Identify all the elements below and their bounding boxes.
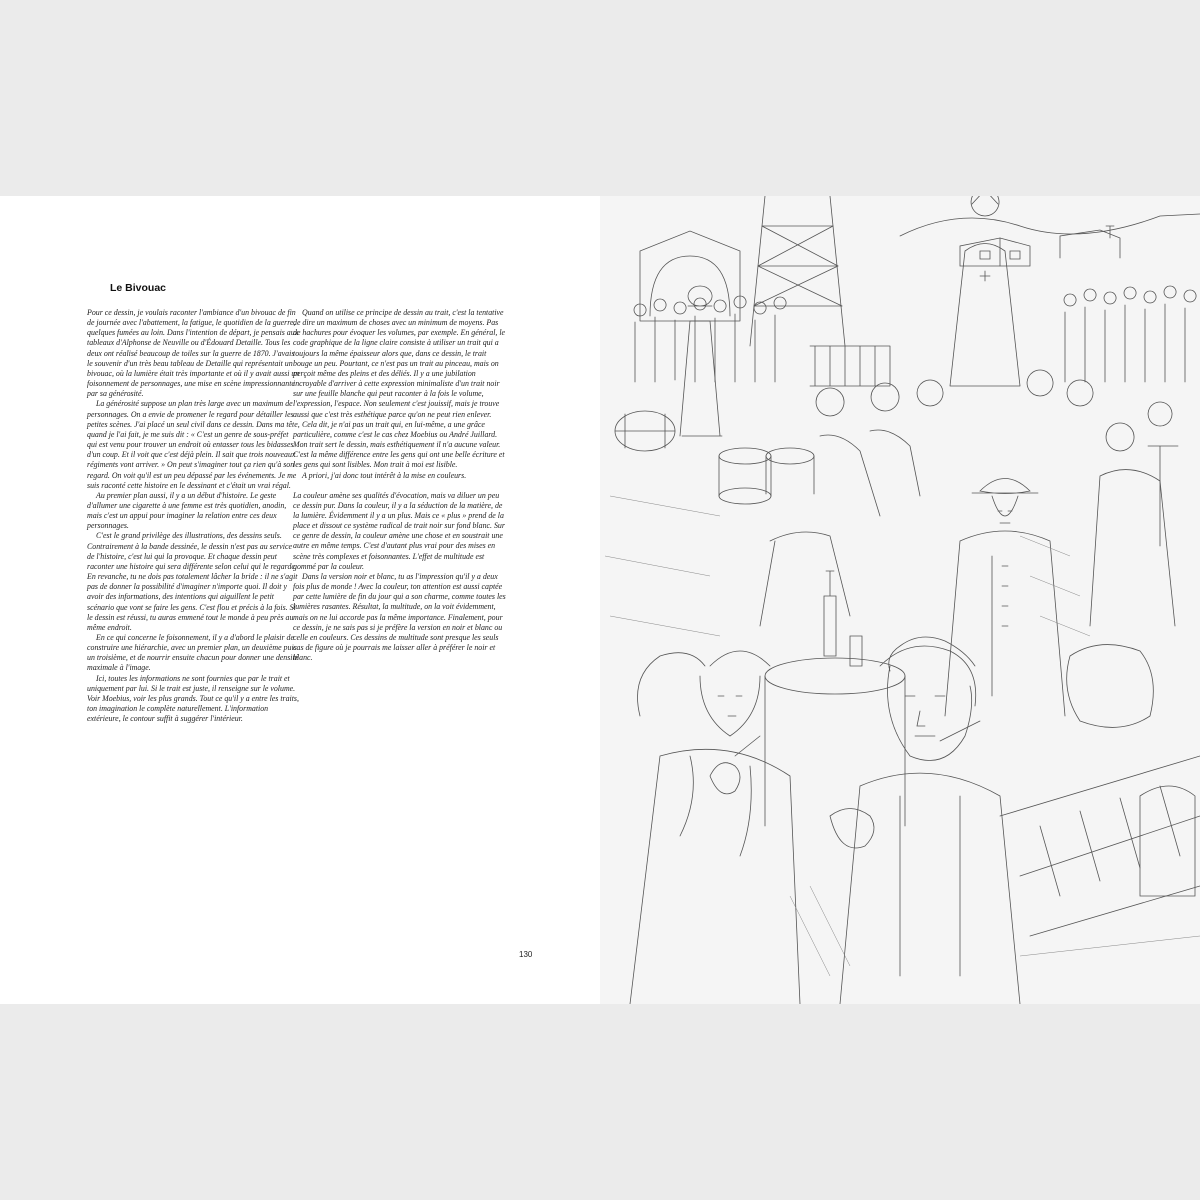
paragraph: A priori, j'ai donc tout intérêt à la mise en couleurs. <box>302 470 467 480</box>
paragraph: Ici, toutes les informations ne sont fournies que par le trait et uniquement par lui. Si le trait est juste, il renseigne sur le volume. Voir Moebius, voir les plus grands. Tout ce qu'il y a entre les traits, ton imagination le complète naturellement. L'information extérieure, le contour suffit à suggérer l'intérieur. <box>87 673 299 724</box>
bivouac-sketch <box>600 196 1200 1004</box>
paragraph: Quand on utilise ce principe de dessin au trait, c'est la tentative de dire un maximum de choses avec un minimum de moyens. Pas de hachures pour évoquer les volumes, par exemple. En général, le code graphique de la ligne claire consiste à utiliser un trait qui a toujours la même épaisseur alors que, dans ce dessin, le trait bouge un peu. Pourtant, ce n'est pas un trait au pinceau, mais on perçoit même des pleins et des déliés. Il y a une jubilation incroyable d'arriver à cette expression minimaliste d'un trait noir sur une feuille blanche qui peut raconter à la fois le volume, l'expression, l'espace. Non seulement c'est jouissif, mais je trouve aussi que c'est très esthétique parce qu'on ne peut rien enlever. <box>293 308 506 419</box>
paragraph: Dans la version noir et blanc, tu as l'impression qu'il y a deux fois plus de monde ! Avec la couleur, ton attention est aussi captée par cette lumière de fin du jour qui a son charme, comme toutes les lumières rasantes. Résultat, la multitude, on la voit évidemment, mais on ne lui accorde pas la même importance. Finalement, pour ce dessin, je ne sais pas si je préfère la version en noir et blanc ou celle en couleurs. Ces dessins de multitude sont presque les seuls cas de figure où je pourrais me laisser aller à préférer le noir et blanc. <box>293 571 506 663</box>
pencil-illustration <box>600 196 1200 1004</box>
paragraph: La couleur amène ses qualités d'évocation, mais va diluer un peu ce dessin pur. Dans la couleur, il y a la séduction de la matière, de la lumière. Évidemment il y a un plus. Mais ce « plus » prend de la place et dissout ce système radical de trait noir sur fond blanc. Sur ce genre de dessin, la couleur amène une chose et en soustrait une autre en même temps. C'est d'autant plus vrai pour des mises en scène très complexes et foisonnantes. L'effet de multitude est gommé par la couleur. <box>293 490 505 571</box>
paragraph: C'est le grand privilège des illustrations, des dessins seuls. Contrairement à la bande dessinée, le dessin n'est pas au service de l'histoire, c'est lui qui la provoque. Et chaque dessin peut raconter une histoire qui sera différente selon celui qui le regarde. En revanche, tu ne dois pas totalement lâcher la bride : il ne s'agit pas de donner la possibilité d'imaginer n'importe quoi. Il doit y avoir des informations, des intentions qui aiguillent le petit scénario que vont se faire les gens. C'est flou et précis à la fois. Si le dessin est réussi, tu auras emmené tout le monde à peu près au même endroit. <box>87 531 298 632</box>
paragraph: La générosité suppose un plan très large avec un maximum de personnages. On a envie de promener le regard pour détailler les petites scènes. J'ai placé un seul civil dans ce dessin. Dans ma tête, quand je l'ai fait, je me suis dit : « C'est un genre de sous-préfet qui est venu pour trouver un endroit où entasser tous les bidasses d'un coup. Et il voit que c'est déjà plein. Il sait que trois nouveaux régiments vont arriver. » On peut s'imaginer tout ça rien qu'à son regard. On voit qu'il est un peu dépassé par les événements. Je me suis raconté cette histoire en le dessinant et c'était un vrai régal. <box>87 399 300 490</box>
page-number: 130 <box>519 950 533 959</box>
section-title: Le Bivouac <box>110 282 167 294</box>
text-page <box>0 196 600 1004</box>
paragraph: Au premier plan aussi, il y a un début d'histoire. Le geste d'allumer une cigarette à une femme est très quotidien, anodin, mais c'est un appui pour imaginer la relation entre ces deux personnages. <box>87 490 287 531</box>
paragraph: Pour ce dessin, je voulais raconter l'ambiance d'un bivouac de fin de journée avec l'abattement, la fatigue, le quotidien de la guerre, quelques fumées au loin. Dans l'intention de départ, je pensais aux tableaux d'Alphonse de Neuville ou d'Édouard Detaille. Tous les deux ont réalisé beaucoup de toiles sur la guerre de 1870. J'avais le souvenir d'un très beau tableau de Detaille qui représentait un bivouac, où la lumière était très importante et où il y avait aussi un foisonnement de personnages, une mise en scène impressionnante par sa générosité. <box>87 308 300 399</box>
text-column-right <box>293 308 506 663</box>
paragraph: Cela dit, je n'ai pas un trait qui, en lui-même, a une grâce particulière, comme c'est le cas chez Moebius ou André Juillard. Mon trait sert le dessin, mais esthétiquement il n'a aucune valeur. C'est la même différence entre les gens qui ont une belle écriture et les gens qui sont lisibles. Mon trait à moi est lisible. <box>293 419 505 470</box>
text-column-left <box>87 308 300 724</box>
paragraph: En ce qui concerne le foisonnement, il y a d'abord le plaisir de construire une hiérarchie, avec un premier plan, un deuxième puis un troisième, et de nourrir ensuite chacun pour donner une densité maximale à l'image. <box>87 633 299 673</box>
book-spread <box>0 196 1200 1004</box>
